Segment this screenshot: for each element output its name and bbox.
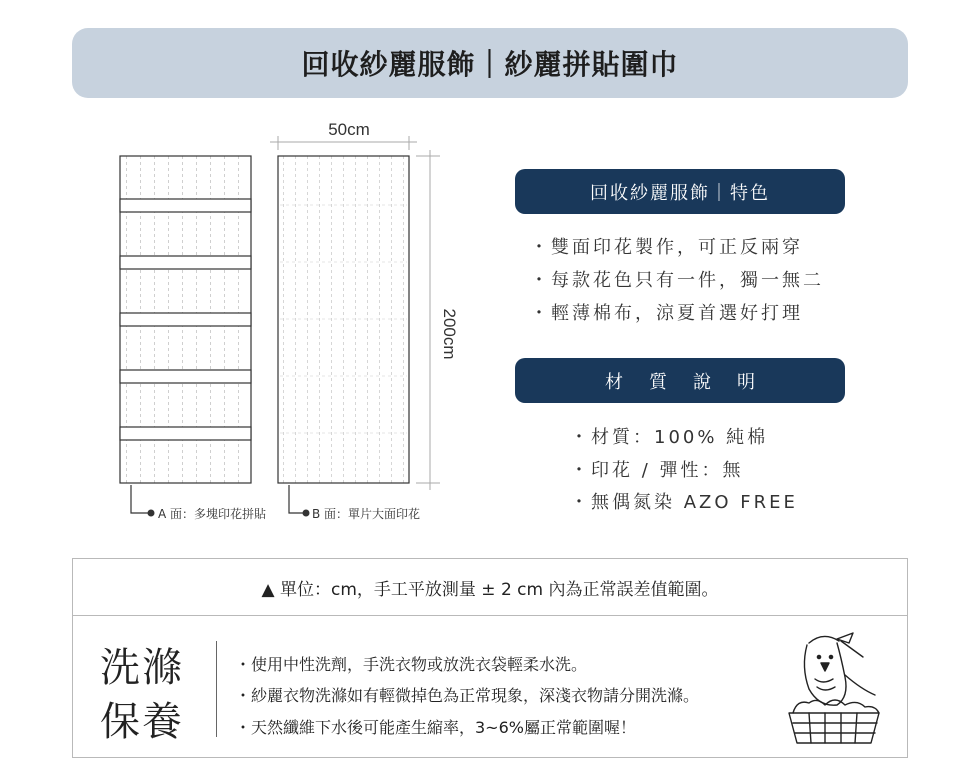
features-heading (515, 169, 845, 214)
a-side-label: A 面：多塊印花拼貼 (158, 507, 267, 521)
a-side-leader (131, 485, 150, 513)
material-heading-text: 材質說明 (605, 371, 781, 393)
page-title: 回收紗麗服飾｜紗麗拼貼圍巾 (301, 48, 679, 81)
width-label: 50cm (328, 120, 370, 139)
unit-note: ▲ 單位：cm，手工平放測量 ± 2 cm 內為正常誤差值範圍。 (73, 559, 907, 616)
material-item: ・印花 / 彈性：無 (570, 460, 744, 481)
laundry-bird-illustration (779, 627, 889, 745)
material-item: ・無偶氮染 AZO FREE (570, 492, 798, 513)
b-side-dot (303, 510, 310, 517)
care-title (100, 641, 184, 749)
care-divider (216, 641, 217, 737)
b-side-label: B 面：單片大面印花 (312, 507, 421, 521)
care-item: ・紗麗衣物洗滌如有輕微掉色為正常現象，深淺衣物請分開洗滌。 (235, 686, 700, 705)
scarf-b-side (278, 156, 409, 483)
height-label: 200cm (440, 308, 459, 360)
feature-item: ・輕薄棉布，涼夏首選好打理 (530, 303, 803, 324)
feature-item: ・雙面印花製作，可正反兩穿 (530, 237, 803, 258)
feature-item: ・每款花色只有一件，獨一無二 (530, 270, 824, 291)
care-title-line1: 洗滌 (100, 645, 184, 691)
care-notes-box (72, 558, 908, 758)
features-heading-text: 回收紗麗服飾｜特色 (590, 182, 770, 204)
care-item: ・使用中性洗劑，手洗衣物或放洗衣袋輕柔水洗。 (235, 655, 588, 674)
b-side-leader (289, 485, 305, 513)
care-item: ・天然纖維下水後可能產生縮率，3~6%屬正常範圍喔！ (235, 718, 636, 737)
material-heading (515, 358, 845, 403)
material-item: ・材質：100% 純棉 (570, 427, 769, 448)
a-side-dot (148, 510, 155, 517)
care-title-line2: 保養 (100, 699, 184, 745)
height-dimension (416, 150, 440, 490)
scarf-a-side (120, 156, 251, 483)
